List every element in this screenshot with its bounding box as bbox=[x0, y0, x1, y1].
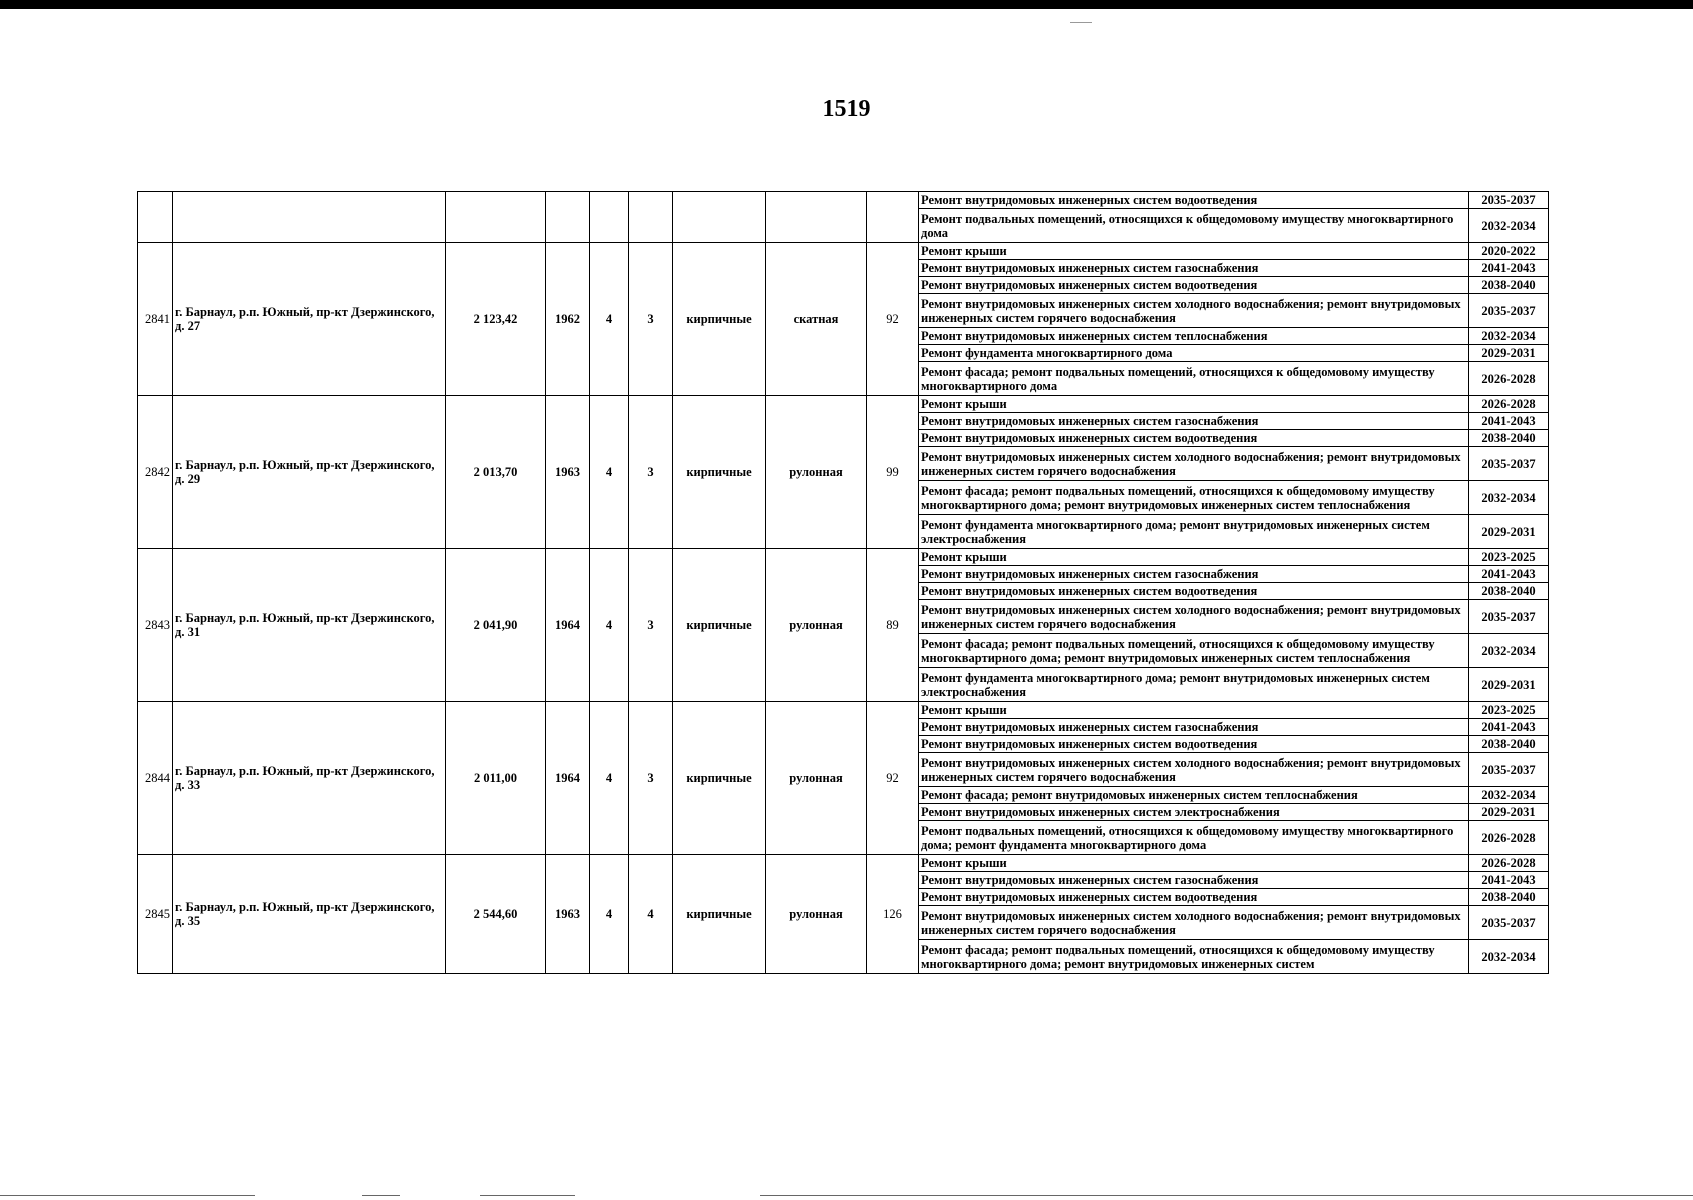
work-type-cell: Ремонт крыши bbox=[919, 243, 1469, 260]
work-type-cell: Ремонт фасада; ремонт внутридомовых инженерных систем теплоснабжения bbox=[919, 787, 1469, 804]
work-type-cell: Ремонт подвальных помещений, относящихся к общедомовому имуществу многоквартирного дома; ремонт фундамента многоквартирного дома bbox=[919, 821, 1469, 855]
work-type-cell: Ремонт внутридомовых инженерных систем газоснабжения bbox=[919, 566, 1469, 583]
house-entrances-cell-empty bbox=[629, 192, 673, 243]
house-floors-cell: 4 bbox=[590, 549, 629, 702]
work-type-cell: Ремонт внутридомовых инженерных систем теплоснабжения bbox=[919, 328, 1469, 345]
scan-bottom-line bbox=[0, 1195, 255, 1196]
house-floors-cell: 4 bbox=[590, 702, 629, 855]
house-year-cell: 1963 bbox=[546, 396, 590, 549]
work-period-cell: 2029-2031 bbox=[1469, 668, 1549, 702]
work-period-cell: 2041-2043 bbox=[1469, 566, 1549, 583]
house-address-cell: г. Барнаул, р.п. Южный, пр-кт Дзержинского, д. 27 bbox=[173, 243, 446, 396]
work-period-cell: 2041-2043 bbox=[1469, 260, 1549, 277]
house-address-cell: г. Барнаул, р.п. Южный, пр-кт Дзержинского, д. 33 bbox=[173, 702, 446, 855]
house-apartments-cell: 99 bbox=[867, 396, 919, 549]
work-type-cell: Ремонт фасада; ремонт подвальных помещений, относящихся к общедомовому имуществу многоквартирного дома; ремонт внутридомовых инженерных систем теплоснабжения bbox=[919, 634, 1469, 668]
house-number-cell-empty bbox=[138, 192, 173, 243]
work-period-cell: 2032-2034 bbox=[1469, 481, 1549, 515]
work-period-cell: 2041-2043 bbox=[1469, 413, 1549, 430]
work-period-cell: 2032-2034 bbox=[1469, 209, 1549, 243]
work-period-cell: 2032-2034 bbox=[1469, 328, 1549, 345]
work-type-cell: Ремонт внутридомовых инженерных систем газоснабжения bbox=[919, 413, 1469, 430]
house-address-cell: г. Барнаул, р.п. Южный, пр-кт Дзержинского, д. 35 bbox=[173, 855, 446, 974]
work-period-cell: 2032-2034 bbox=[1469, 787, 1549, 804]
house-year-cell: 1963 bbox=[546, 855, 590, 974]
work-period-cell: 2038-2040 bbox=[1469, 430, 1549, 447]
repair-schedule-body bbox=[138, 192, 1549, 974]
work-period-cell: 2026-2028 bbox=[1469, 396, 1549, 413]
house-entrances-cell: 4 bbox=[629, 855, 673, 974]
work-type-cell: Ремонт фасада; ремонт подвальных помещений, относящихся к общедомовому имуществу многоквартирного дома; ремонт внутридомовых инженерных систем теплоснабжения bbox=[919, 481, 1469, 515]
work-period-cell: 2026-2028 bbox=[1469, 821, 1549, 855]
house-address-cell-empty bbox=[173, 192, 446, 243]
scan-bottom-line bbox=[480, 1195, 575, 1196]
house-year-cell-empty bbox=[546, 192, 590, 243]
work-type-cell: Ремонт фасада; ремонт подвальных помещений, относящихся к общедомовому имуществу многоквартирного дома bbox=[919, 362, 1469, 396]
scan-bottom-line bbox=[760, 1195, 1693, 1196]
work-type-cell: Ремонт внутридомовых инженерных систем холодного водоснабжения; ремонт внутридомовых инженерных систем горячего водоснабжения bbox=[919, 753, 1469, 787]
house-walls-cell-empty bbox=[673, 192, 766, 243]
scan-top-border bbox=[0, 0, 1693, 9]
house-floors-cell: 4 bbox=[590, 243, 629, 396]
house-floors-cell: 4 bbox=[590, 396, 629, 549]
house-entrances-cell: 3 bbox=[629, 702, 673, 855]
house-area-cell: 2 041,90 bbox=[446, 549, 546, 702]
work-type-cell: Ремонт внутридомовых инженерных систем холодного водоснабжения; ремонт внутридомовых инженерных систем горячего водоснабжения bbox=[919, 294, 1469, 328]
house-number-cell: 2844 bbox=[138, 702, 173, 855]
work-type-cell: Ремонт внутридомовых инженерных систем водоотведения bbox=[919, 736, 1469, 753]
house-apartments-cell-empty bbox=[867, 192, 919, 243]
house-entrances-cell: 3 bbox=[629, 396, 673, 549]
house-year-cell: 1964 bbox=[546, 549, 590, 702]
house-roof-cell: рулонная bbox=[766, 396, 867, 549]
work-period-cell: 2041-2043 bbox=[1469, 872, 1549, 889]
repair-schedule-table bbox=[137, 191, 1549, 974]
work-period-cell: 2038-2040 bbox=[1469, 736, 1549, 753]
work-type-cell: Ремонт внутридомовых инженерных систем водоотведения bbox=[919, 583, 1469, 600]
work-period-cell: 2023-2025 bbox=[1469, 702, 1549, 719]
work-type-cell: Ремонт крыши bbox=[919, 702, 1469, 719]
house-apartments-cell: 126 bbox=[867, 855, 919, 974]
house-floors-cell-empty bbox=[590, 192, 629, 243]
work-period-cell: 2038-2040 bbox=[1469, 889, 1549, 906]
work-period-cell: 2035-2037 bbox=[1469, 294, 1549, 328]
table-row bbox=[138, 396, 1549, 413]
house-area-cell-empty bbox=[446, 192, 546, 243]
table-row bbox=[138, 549, 1549, 566]
work-type-cell: Ремонт внутридомовых инженерных систем водоотведения bbox=[919, 430, 1469, 447]
house-entrances-cell: 3 bbox=[629, 243, 673, 396]
table-row bbox=[138, 192, 1549, 209]
house-walls-cell: кирпичные bbox=[673, 243, 766, 396]
house-apartments-cell: 89 bbox=[867, 549, 919, 702]
work-period-cell: 2029-2031 bbox=[1469, 515, 1549, 549]
work-period-cell: 2023-2025 bbox=[1469, 549, 1549, 566]
house-area-cell: 2 544,60 bbox=[446, 855, 546, 974]
work-type-cell: Ремонт крыши bbox=[919, 855, 1469, 872]
work-period-cell: 2035-2037 bbox=[1469, 600, 1549, 634]
work-type-cell: Ремонт внутридомовых инженерных систем газоснабжения bbox=[919, 719, 1469, 736]
work-type-cell: Ремонт крыши bbox=[919, 549, 1469, 566]
house-area-cell: 2 013,70 bbox=[446, 396, 546, 549]
work-period-cell: 2035-2037 bbox=[1469, 906, 1549, 940]
work-type-cell: Ремонт фундамента многоквартирного дома; ремонт внутридомовых инженерных систем электроснабжения bbox=[919, 668, 1469, 702]
work-period-cell: 2041-2043 bbox=[1469, 719, 1549, 736]
house-area-cell: 2 123,42 bbox=[446, 243, 546, 396]
house-address-cell: г. Барнаул, р.п. Южный, пр-кт Дзержинского, д. 29 bbox=[173, 396, 446, 549]
work-period-cell: 2029-2031 bbox=[1469, 345, 1549, 362]
house-apartments-cell: 92 bbox=[867, 243, 919, 396]
work-period-cell: 2026-2028 bbox=[1469, 855, 1549, 872]
work-type-cell: Ремонт внутридомовых инженерных систем водоотведения bbox=[919, 192, 1469, 209]
work-type-cell: Ремонт внутридомовых инженерных систем холодного водоснабжения; ремонт внутридомовых инженерных систем горячего водоснабжения bbox=[919, 600, 1469, 634]
work-type-cell: Ремонт внутридомовых инженерных систем холодного водоснабжения; ремонт внутридомовых инженерных систем горячего водоснабжения bbox=[919, 906, 1469, 940]
house-year-cell: 1962 bbox=[546, 243, 590, 396]
house-apartments-cell: 92 bbox=[867, 702, 919, 855]
house-entrances-cell: 3 bbox=[629, 549, 673, 702]
house-walls-cell: кирпичные bbox=[673, 549, 766, 702]
house-address-cell: г. Барнаул, р.п. Южный, пр-кт Дзержинского, д. 31 bbox=[173, 549, 446, 702]
work-type-cell: Ремонт фасада; ремонт подвальных помещений, относящихся к общедомовому имуществу многоквартирного дома; ремонт внутридомовых инженерных систем bbox=[919, 940, 1469, 974]
house-roof-cell-empty bbox=[766, 192, 867, 243]
house-number-cell: 2845 bbox=[138, 855, 173, 974]
work-type-cell: Ремонт внутридомовых инженерных систем газоснабжения bbox=[919, 872, 1469, 889]
work-period-cell: 2029-2031 bbox=[1469, 804, 1549, 821]
table-row bbox=[138, 243, 1549, 260]
work-type-cell: Ремонт внутридомовых инженерных систем холодного водоснабжения; ремонт внутридомовых инженерных систем горячего водоснабжения bbox=[919, 447, 1469, 481]
house-roof-cell: рулонная bbox=[766, 549, 867, 702]
work-period-cell: 2035-2037 bbox=[1469, 192, 1549, 209]
table-row bbox=[138, 702, 1549, 719]
work-period-cell: 2032-2034 bbox=[1469, 940, 1549, 974]
house-area-cell: 2 011,00 bbox=[446, 702, 546, 855]
house-floors-cell: 4 bbox=[590, 855, 629, 974]
scan-bottom-line bbox=[362, 1195, 400, 1196]
house-roof-cell: скатная bbox=[766, 243, 867, 396]
work-period-cell: 2035-2037 bbox=[1469, 753, 1549, 787]
scan-speck bbox=[1070, 22, 1092, 23]
work-period-cell: 2020-2022 bbox=[1469, 243, 1549, 260]
house-roof-cell: рулонная bbox=[766, 702, 867, 855]
work-type-cell: Ремонт подвальных помещений, относящихся к общедомовому имуществу многоквартирного дома bbox=[919, 209, 1469, 243]
house-year-cell: 1964 bbox=[546, 702, 590, 855]
house-number-cell: 2843 bbox=[138, 549, 173, 702]
house-roof-cell: рулонная bbox=[766, 855, 867, 974]
house-number-cell: 2842 bbox=[138, 396, 173, 549]
work-type-cell: Ремонт внутридомовых инженерных систем электроснабжения bbox=[919, 804, 1469, 821]
work-type-cell: Ремонт внутридомовых инженерных систем водоотведения bbox=[919, 277, 1469, 294]
work-period-cell: 2032-2034 bbox=[1469, 634, 1549, 668]
work-period-cell: 2026-2028 bbox=[1469, 362, 1549, 396]
work-period-cell: 2038-2040 bbox=[1469, 583, 1549, 600]
house-number-cell: 2841 bbox=[138, 243, 173, 396]
house-walls-cell: кирпичные bbox=[673, 702, 766, 855]
work-type-cell: Ремонт внутридомовых инженерных систем водоотведения bbox=[919, 889, 1469, 906]
work-type-cell: Ремонт внутридомовых инженерных систем газоснабжения bbox=[919, 260, 1469, 277]
work-type-cell: Ремонт крыши bbox=[919, 396, 1469, 413]
work-period-cell: 2038-2040 bbox=[1469, 277, 1549, 294]
table-row bbox=[138, 855, 1549, 872]
house-walls-cell: кирпичные bbox=[673, 396, 766, 549]
work-period-cell: 2035-2037 bbox=[1469, 447, 1549, 481]
page-number: 1519 bbox=[822, 96, 871, 122]
house-walls-cell: кирпичные bbox=[673, 855, 766, 974]
work-type-cell: Ремонт фундамента многоквартирного дома; ремонт внутридомовых инженерных систем электроснабжения bbox=[919, 515, 1469, 549]
work-type-cell: Ремонт фундамента многоквартирного дома bbox=[919, 345, 1469, 362]
